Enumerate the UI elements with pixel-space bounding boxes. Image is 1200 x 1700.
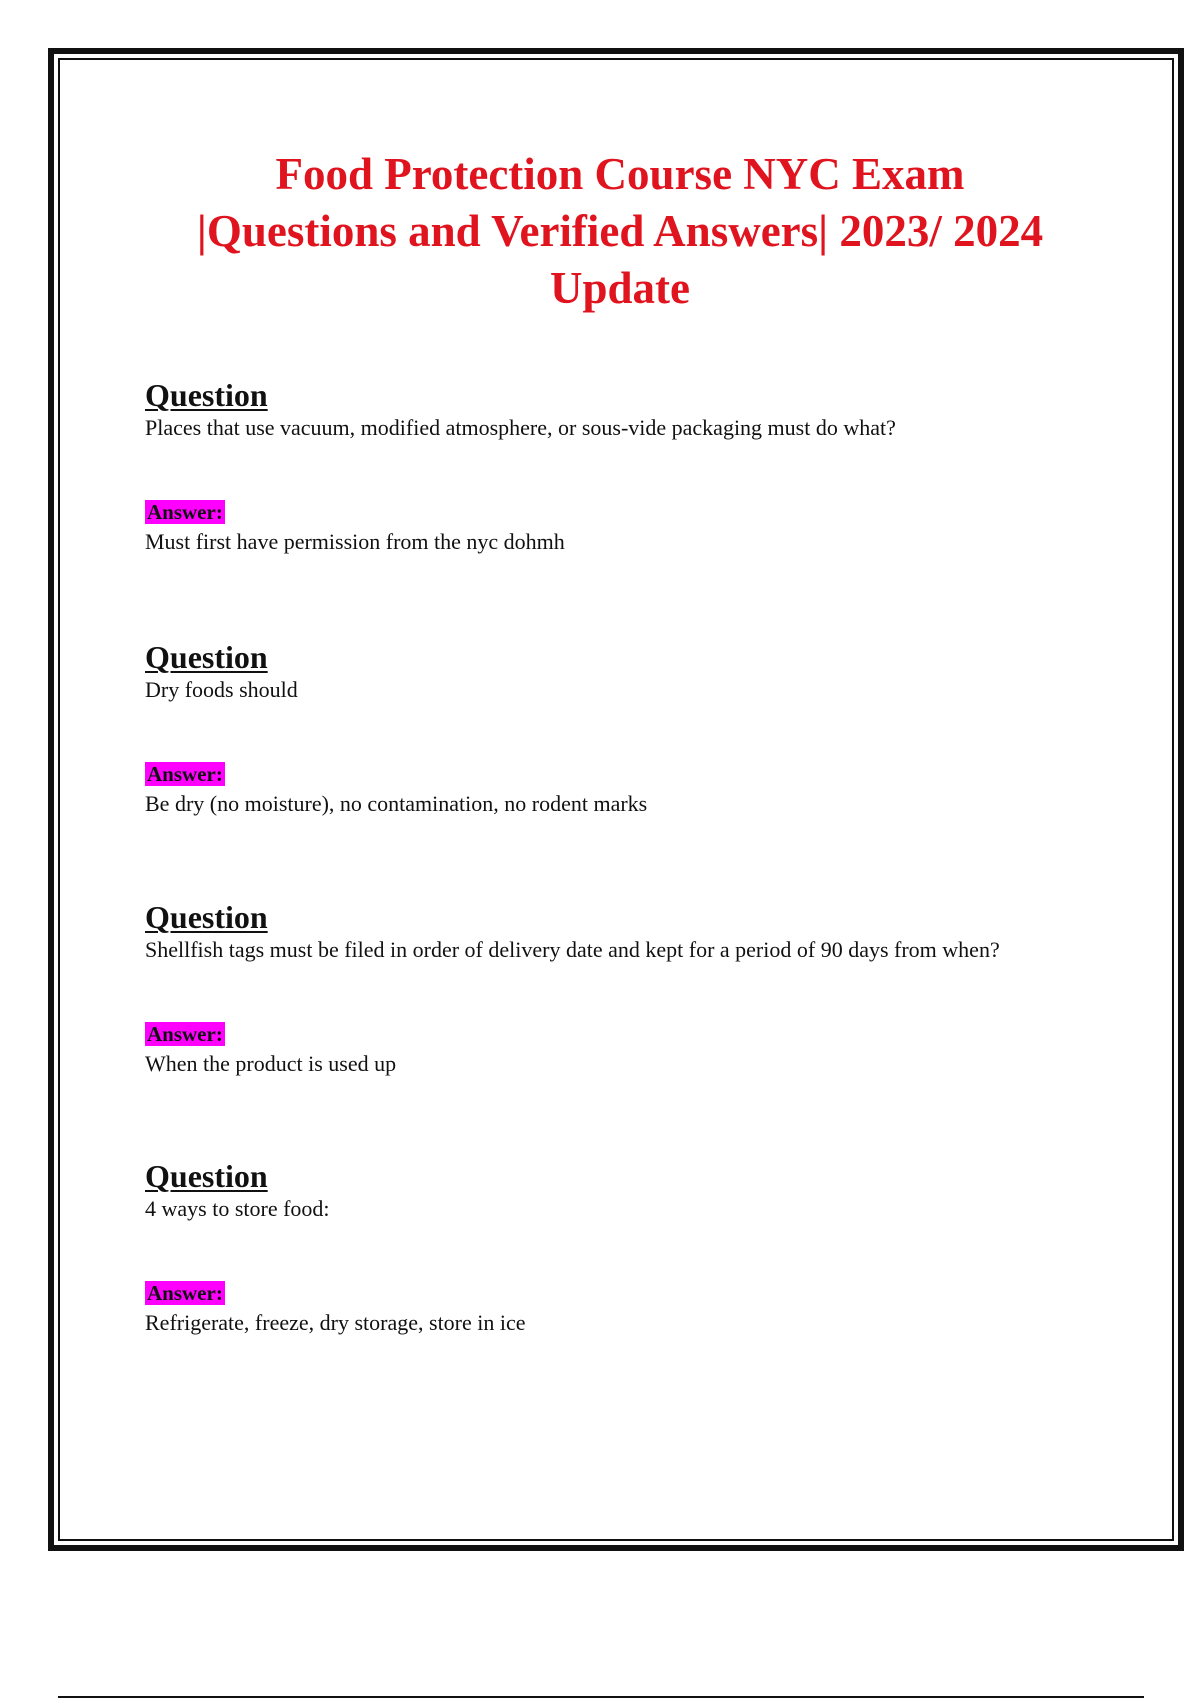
answer-text: Must first have permission from the nyc dohmh	[145, 529, 565, 554]
answer-label: Answer:	[147, 762, 223, 786]
question-text: Dry foods should	[145, 677, 298, 702]
question-heading: Question	[145, 899, 268, 935]
question-text: 4 ways to store food:	[145, 1196, 330, 1221]
title-line-3: Update	[549, 263, 690, 313]
question-text: Shellfish tags must be filed in order of delivery date and kept for a period of 90 days from when?	[145, 937, 1000, 962]
document-title	[120, 146, 1120, 317]
answer-label: Answer:	[147, 500, 223, 524]
qa-item-1	[145, 378, 1105, 556]
question-heading: Question	[145, 377, 268, 413]
answer-text: Refrigerate, freeze, dry storage, store in ice	[145, 1310, 526, 1335]
title-line-2: |Questions and Verified Answers| 2023/ 2024	[196, 206, 1044, 256]
title-line-1: Food Protection Course NYC Exam	[275, 149, 965, 199]
question-heading: Question	[145, 639, 268, 675]
answer-label: Answer:	[147, 1022, 223, 1046]
qa-item-2	[145, 640, 1105, 818]
question-text: Places that use vacuum, modified atmosphere, or sous-vide packaging must do what?	[145, 415, 896, 440]
qa-item-4	[145, 1159, 1105, 1337]
footer-divider	[58, 1696, 1144, 1698]
answer-label: Answer:	[147, 1281, 223, 1305]
qa-item-3	[145, 900, 1105, 1078]
answer-text: Be dry (no moisture), no contamination, no rodent marks	[145, 791, 648, 816]
answer-text: When the product is used up	[145, 1051, 397, 1076]
question-heading: Question	[145, 1158, 268, 1194]
